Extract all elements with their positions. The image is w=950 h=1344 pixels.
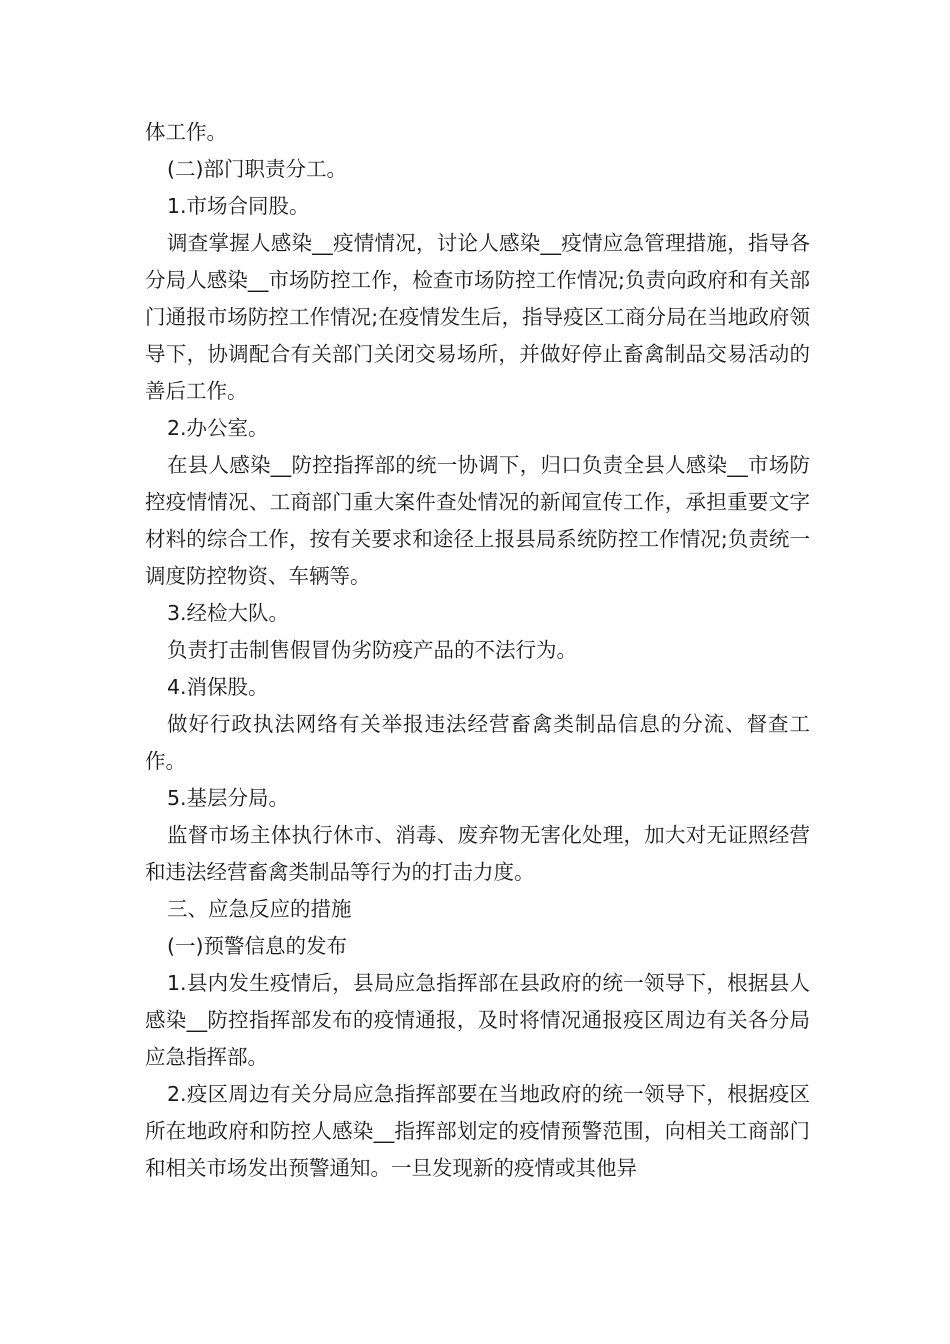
subheading-inspection-brigade: 3.经检大队。: [167, 601, 290, 625]
paragraph-branch-offices: 监督市场主体执行休市、消毒、废弃物无害化处理，加大对无证照经营和违法经营畜禽类制品等行为的打击力度。: [145, 823, 810, 884]
paragraph-warning-item-1: 1.县内发生疫情后，县局应急指挥部在县政府的统一领导下，根据县人感染__防控指挥部发布的疫情通报，及时将情况通报疫区周边有关各分局应急指挥部。: [145, 971, 810, 1069]
subheading-office: 2.办公室。: [167, 416, 269, 440]
paragraph-market-contract-unit: 调查掌握人感染__疫情情况，讨论人感染__疫情应急管理措施，指导各分局人感染__市场防控工作，检查市场防控工作情况;负责向政府和有关部门通报市场防控工作情况;在疫情发生后，指导疫区工商分局在当地政府领导下，协调配合有关部门关闭交易场所，并做好停止畜禽制品交易活动的善后工作。: [145, 231, 810, 403]
section-heading-emergency-measures: 三、应急反应的措施: [167, 897, 352, 921]
subheading-consumer-protection: 4.消保股。: [167, 675, 269, 699]
subheading-market-contract-unit: 1.市场合同股。: [167, 194, 310, 218]
paragraph-warning-item-2: 2.疫区周边有关分局应急指挥部要在当地政府的统一领导下，根据疫区所在地政府和防控人感染__指挥部划定的疫情预警范围，向相关工商部门和相关市场发出预警通知。一旦发现新的疫情或其他异: [145, 1082, 810, 1180]
subheading-branch-offices: 5.基层分局。: [167, 786, 290, 810]
section-heading-division-of-duties: (二)部门职责分工。: [167, 157, 347, 181]
subheading-warning-release: (一)预警信息的发布: [167, 934, 347, 958]
document-body: [145, 114, 810, 1187]
paragraph-office: 在县人感染__防控指挥部的统一协调下，归口负责全县人感染__市场防控疫情情况、工商部门重大案件查处情况的新闻宣传工作，承担重要文字材料的综合工作，按有关要求和途径上报县局系统防控工作情况;负责统一调度防控物资、车辆等。: [145, 453, 810, 588]
paragraph-consumer-protection: 做好行政执法网络有关举报违法经营畜禽类制品信息的分流、督查工作。: [145, 712, 810, 773]
paragraph-inspection-brigade: 负责打击制售假冒伪劣防疫产品的不法行为。: [167, 638, 577, 662]
paragraph-continuation: 体工作。: [145, 120, 227, 144]
